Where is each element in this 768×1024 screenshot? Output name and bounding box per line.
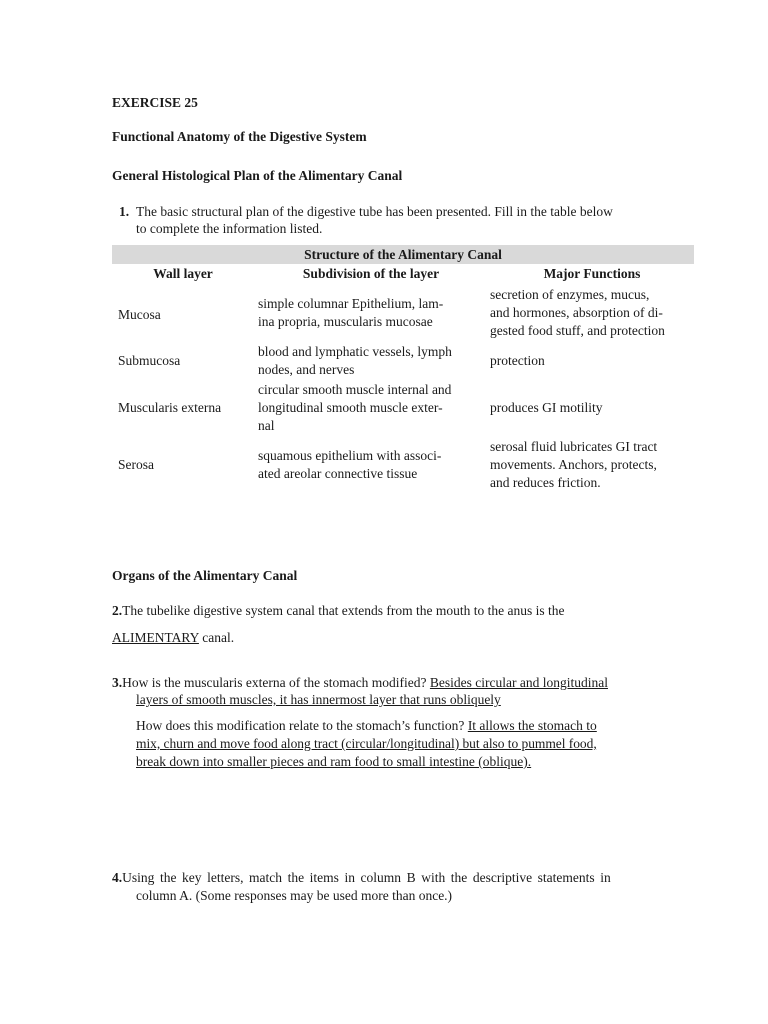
table-row xyxy=(112,340,694,380)
table-row xyxy=(112,284,694,340)
q2-number: 2. xyxy=(112,603,123,618)
cell-line: serosal fluid lubricates GI tract xyxy=(490,439,658,454)
q3-followup-answer-part2: mix, churn and move food along tract (circular/longitudinal) but also to pummel food, xyxy=(136,736,597,751)
column-header-functions: Major Functions xyxy=(543,266,641,281)
exercise-title: Functional Anatomy of the Digestive System xyxy=(112,129,367,144)
cell-functions xyxy=(490,399,694,417)
cell-functions xyxy=(490,438,694,492)
q1-number: 1. xyxy=(119,204,130,219)
cell-line: circular smooth muscle internal and xyxy=(258,382,452,397)
table-row xyxy=(112,438,694,496)
q2-line2 xyxy=(112,629,234,647)
cell-line: movements. Anchors, protects, xyxy=(490,457,657,472)
q2-line1 xyxy=(112,602,565,620)
cell-line: protection xyxy=(490,353,545,368)
cell-line: squamous epithelium with associ- xyxy=(258,448,442,463)
q4-text-line2: column A. (Some responses may be used more than once.) xyxy=(136,888,453,903)
q4-number: 4. xyxy=(112,870,123,885)
cell-line: longitudinal smooth muscle exter- xyxy=(258,400,443,415)
section-heading-organs: Organs of the Alimentary Canal xyxy=(112,568,298,583)
cell-line: nal xyxy=(258,418,275,433)
q3-number: 3. xyxy=(112,675,123,690)
column-header-subdivision: Subdivision of the layer xyxy=(302,266,440,281)
cell-line: and reduces friction. xyxy=(490,475,601,490)
cell-subdivision xyxy=(258,295,484,331)
cell-line: simple columnar Epithelium, lam- xyxy=(258,296,444,311)
cell-wall-layer: Mucosa xyxy=(118,307,161,322)
cell-line: nodes, and nerves xyxy=(258,362,355,377)
cell-line: produces GI motility xyxy=(490,400,603,415)
cell-functions xyxy=(490,352,694,370)
table-caption: Structure of the Alimentary Canal xyxy=(112,245,694,264)
alimentary-structure-table xyxy=(112,245,694,496)
q1-text-line2: to complete the information listed. xyxy=(136,221,323,236)
q3-followup-answer-part3: break down into smaller pieces and ram food to small intestine (oblique). xyxy=(136,754,532,769)
q3-followup-answer-part1: It allows the stomach to xyxy=(467,718,597,733)
q3-followup-question: How does this modification relate to the stomach’s function? xyxy=(136,718,468,733)
cell-line: secretion of enzymes, mucus, xyxy=(490,287,650,302)
cell-subdivision xyxy=(258,447,484,483)
table-header-row xyxy=(112,264,694,284)
q2-answer: ALIMENTARY xyxy=(112,630,199,645)
q3-answer-part1: Besides circular and longitudinal xyxy=(429,675,608,690)
column-header-wall-layer: Wall layer xyxy=(153,266,213,281)
q4-text-line1: Using the key letters, match the items in column B with the descriptive statements in xyxy=(122,870,611,885)
cell-line: ated areolar connective tissue xyxy=(258,466,418,481)
q2-text: The tubelike digestive system canal that extends from the mouth to the anus is the xyxy=(122,603,565,618)
cell-line: ina propria, muscularis mucosae xyxy=(258,314,433,329)
cell-line: blood and lymphatic vessels, lymph xyxy=(258,344,452,359)
q2-tail: canal. xyxy=(198,630,235,645)
cell-line: and hormones, absorption of di- xyxy=(490,305,663,320)
q4-line1 xyxy=(112,869,678,887)
cell-functions xyxy=(490,286,694,340)
q3-answer-part2: layers of smooth muscles, it has innermost layer that runs obliquely xyxy=(136,692,501,707)
cell-wall-layer: Submucosa xyxy=(118,353,181,368)
cell-subdivision xyxy=(258,381,484,435)
q3-question: How is the muscularis externa of the stomach modified? xyxy=(122,675,430,690)
section-heading-histology: General Histological Plan of the Alimentary Canal xyxy=(112,168,403,183)
q3-followup-line1 xyxy=(136,717,678,735)
q3-line1 xyxy=(112,674,678,692)
cell-wall-layer: Serosa xyxy=(118,457,154,472)
exercise-number: EXERCISE 25 xyxy=(112,95,198,110)
cell-subdivision xyxy=(258,343,484,379)
table-row xyxy=(112,380,694,438)
cell-wall-layer: Muscularis externa xyxy=(118,400,222,415)
q1-text-line1: The basic structural plan of the digestive tube has been presented. Fill in the table below xyxy=(136,204,613,219)
cell-line: gested food stuff, and protection xyxy=(490,323,665,338)
